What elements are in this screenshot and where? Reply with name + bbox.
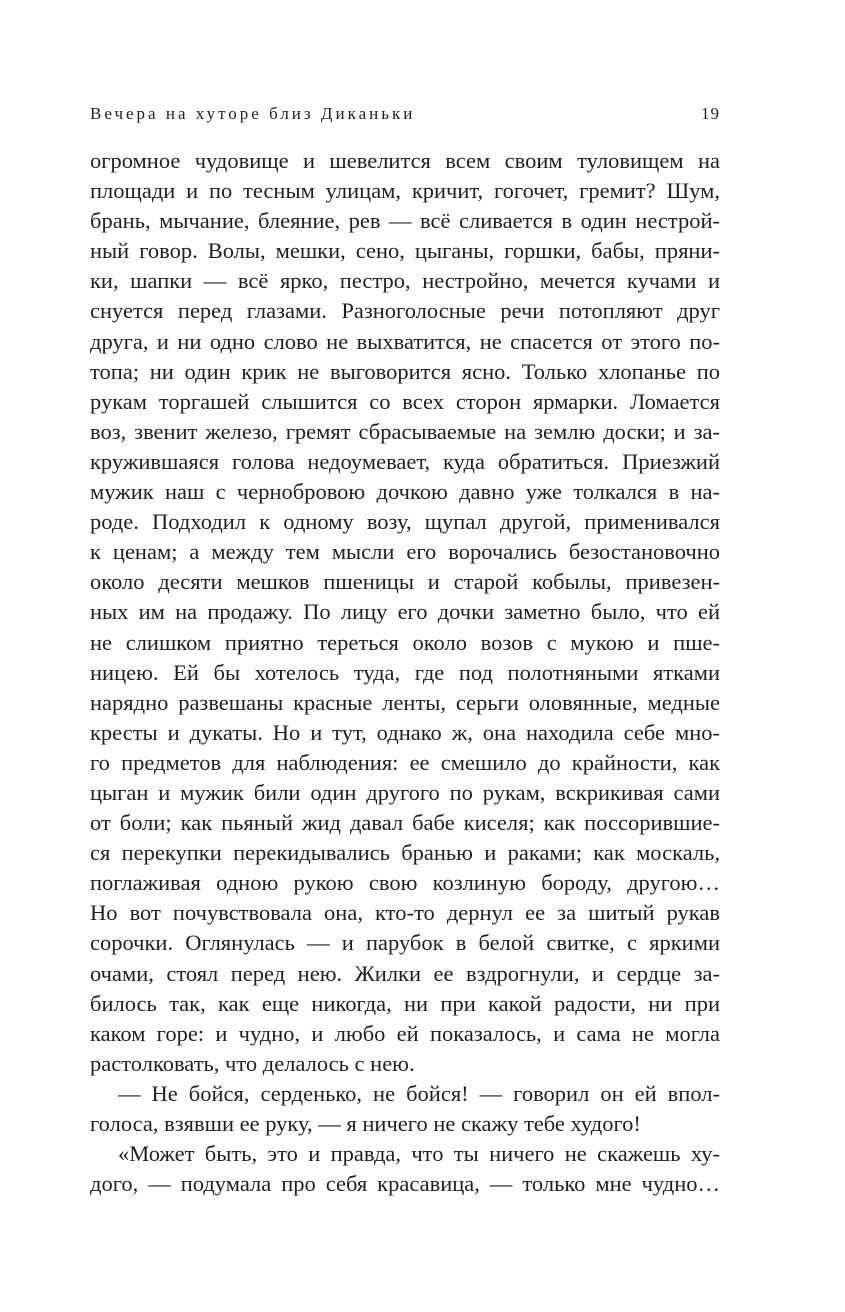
text-line: ся перекупки перекидывались бранью и раками; как москаль,	[90, 840, 720, 866]
text-line: билось так, как еще никогда, ни при какой радости, ни при	[90, 990, 720, 1016]
text-line: рукам торгашей слышится со всех сторон ярмарки. Ломается	[90, 388, 720, 414]
text-line: ных им на продажу. По лицу его дочки заметно было, что ей	[90, 599, 720, 625]
text-line: площади и по тесным улицам, кричит, гогочет, гремит? Шум,	[90, 178, 720, 204]
text-line: брань, мычание, блеяние, рев — всё сливается в один нестрой-	[90, 208, 720, 234]
text-line: кресты и дукаты. Но и тут, однако ж, она находила себе мно-	[90, 719, 720, 745]
body-text	[90, 146, 720, 1199]
text-line: го предметов для наблюдения: ее смешило до крайности, как	[90, 749, 720, 775]
text-line: сорочки. Оглянулась — и парубок в белой свитке, с яркими	[90, 930, 720, 956]
text-line: топа; ни один крик не выговорится ясно. Только хлопанье по	[90, 358, 720, 384]
text-line: воз, звенит железо, гремят сбрасываемые на землю доски; и за-	[90, 418, 720, 444]
text-line: огромное чудовище и шевелится всем своим туловищем на	[90, 148, 720, 173]
text-line: Но вот почувствовала она, кто-то дернул ее за шитый рукав	[90, 900, 720, 926]
text-line: нарядно развешаны красные ленты, серьги оловянные, медные	[90, 689, 720, 715]
text-line: поглаживая одною рукою свою козлиную бороду, другою…	[90, 870, 720, 896]
text-line: ницею. Ей бы хотелось туда, где под полотняными ятками	[90, 659, 720, 685]
text-line: «Может быть, это и правда, что ты ничего не скажешь ху-	[118, 1141, 720, 1167]
text-line: ный говор. Волы, мешки, сено, цыганы, горшки, бабы, пряни-	[90, 238, 720, 264]
text-line: друга, и ни одно слово не выхватится, не спасется от этого по-	[90, 328, 720, 354]
text-line: дого, — подумала про себя красавица, — только мне чудно…	[90, 1171, 720, 1197]
text-line: около десяти мешков пшеницы и старой кобылы, привезен-	[90, 569, 720, 595]
page-number: 19	[701, 104, 720, 123]
running-title: Вечера на хуторе близ Диканьки	[90, 104, 416, 123]
text-line: снуется перед глазами. Разноголосные речи потопляют друг	[90, 298, 720, 324]
running-head	[90, 101, 720, 127]
text-line: каком горе: и чудно, и любо ей показалось, и сама не могла	[90, 1020, 720, 1046]
text-line: не слишком приятно тереться около возов с мукою и пше-	[90, 629, 720, 655]
text-line: мужик наш с чернобровою дочкою давно уже толкался в на-	[90, 479, 720, 505]
text-line: кружившаяся голова недоумевает, куда обратиться. Приезжий	[90, 448, 720, 474]
text-line: к ценам; а между тем мысли его ворочались безостановочно	[90, 539, 720, 565]
text-line: цыган и мужик били один другого по рукам, вскрикивая сами	[90, 779, 720, 805]
text-line: растолковать, что делалось с нею.	[90, 1050, 415, 1076]
text-line: от боли; как пьяный жид давал бабе киселя; как поссорившие-	[90, 810, 720, 836]
text-line: роде. Подходил к одному возу, щупал другой, применивался	[90, 509, 720, 535]
text-line: голоса, взявши ее руку, — я ничего не скажу тебе худого!	[90, 1111, 641, 1136]
text-line: — Не бойся, серденько, не бойся! — говорил он ей впол-	[118, 1080, 720, 1106]
text-line: ки, шапки — всё ярко, пестро, нестройно, мечется кучами и	[90, 268, 720, 294]
text-line: очами, стоял перед нею. Жилки ее вздрогнули, и сердце за-	[90, 960, 720, 986]
